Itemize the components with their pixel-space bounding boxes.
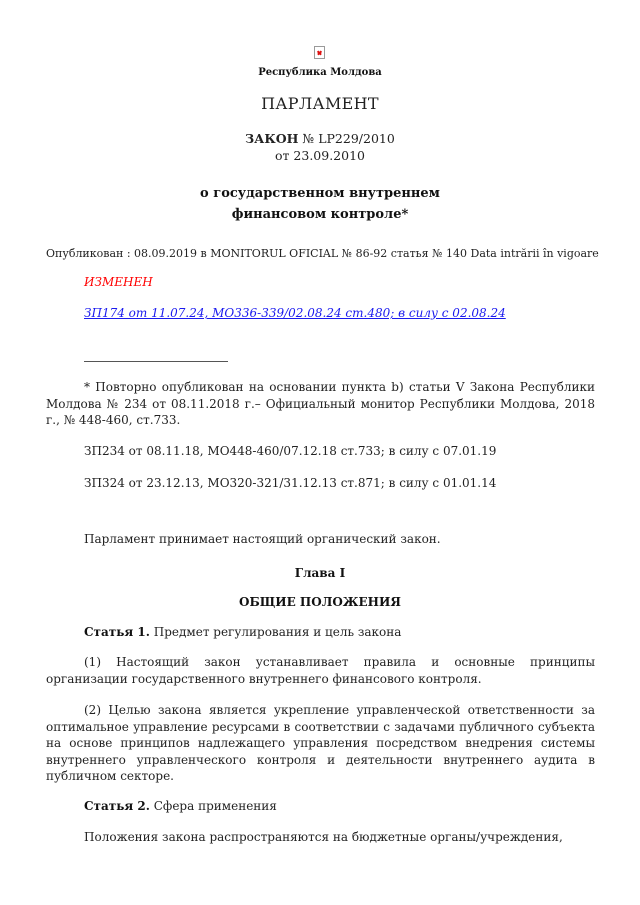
issuing-body: ПАРЛАМЕНТ — [261, 94, 379, 113]
law-label: ЗАКОН — [245, 131, 299, 146]
article-1-label: Статья 1. — [84, 625, 150, 639]
article-1-paragraph-2: (2) Целью закона является укрепление управленческой ответственности за оптимальное управление ресурсами в соответствии с задачами публичного субъекта на основе принципов надлежащего управления посредством внедрения системы внутреннего управленческого контроля и деятельности внутреннего аудита в публичном секторе. — [46, 703, 595, 783]
article-2-title: Сфера применения — [153, 799, 277, 813]
modified-status: ИЗМЕНЕН — [84, 275, 153, 289]
amendment-ref-1: ЗП234 от 08.11.18, MO448-460/07.12.18 ст.733; в силу с 07.01.19 — [84, 444, 497, 458]
amendment-ref-2: ЗП324 от 23.12.13, MO320-321/31.12.13 ст.871; в силу с 01.01.14 — [84, 476, 497, 490]
law-number: № LP229/2010 — [302, 131, 395, 146]
law-number-line — [0, 131, 640, 146]
law-date: от 23.09.2010 — [275, 148, 365, 163]
article-2-paragraph-1: Положения закона распространяются на бюджетные органы/учреждения, — [84, 830, 563, 844]
country-name: Республика Молдова — [258, 67, 382, 78]
section-heading: ОБЩИЕ ПОЛОЖЕНИЯ — [239, 595, 401, 609]
broken-image-icon — [314, 46, 325, 59]
article-1-title: Предмет регулирования и цель закона — [153, 625, 402, 639]
article-1-heading — [84, 625, 401, 639]
article-2-label: Статья 2. — [84, 799, 150, 813]
preamble: Парламент принимает настоящий органический закон. — [84, 532, 441, 546]
chapter-heading: Глава I — [294, 566, 346, 580]
article-1-paragraph-1: (1) Настоящий закон устанавливает правила и основные принципы организации государственного внутреннего финансового контроля. — [46, 655, 595, 686]
law-title-line2: финансовом контроле* — [231, 207, 409, 222]
footnote-text: * Повторно опубликован на основании пункта b) статьи V Закона Республики Молдова № 234 от 08.11.2018 г.– Официальный монитор Республики Молдова, 2018 г., № 448-460, ст.733. — [46, 380, 595, 427]
law-title-line1: о государственном внутреннем — [200, 186, 440, 201]
footnote-divider — [84, 361, 228, 362]
amendment-link[interactable]: ЗП174 от 11.07.24, MO336-339/02.08.24 ст.480; в силу с 02.08.24 — [84, 306, 506, 320]
publication-info: Опубликован : 08.09.2019 в MONITORUL OFICIAL № 86-92 статья № 140 Data intrării în vigoare — [46, 247, 599, 260]
article-2-heading — [84, 799, 277, 813]
